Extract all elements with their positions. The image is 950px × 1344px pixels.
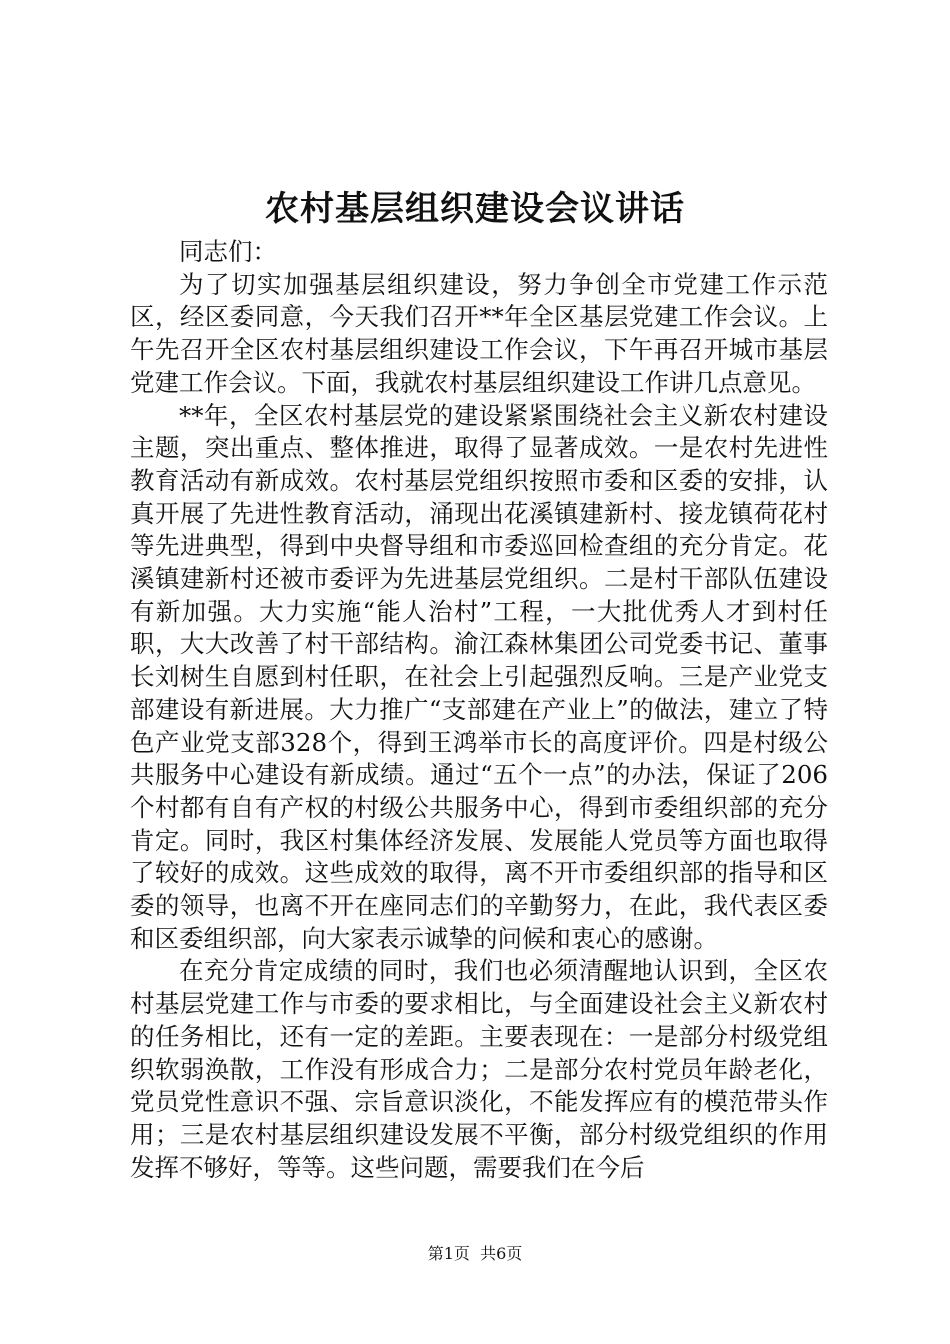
document-title: 农村基层组织建设会议讲话: [265, 189, 685, 229]
page-number: 第1页 共6页: [427, 1244, 523, 1263]
paragraph-1: 为了切实加强基层组织建设，努力争创全市党建工作示范区，经区委同意，今天我们召开**年全区基层党建工作会议。上午先召开全区农村基层组织建设工作会议，下午再召开城市基层党建工作会议。下面，我就农村基层组织建设工作讲几点意见。: [130, 269, 828, 397]
paragraph-2: **年，全区农村基层党的建设紧紧围绕社会主义新农村建设主题，突出重点、整体推进，取得了显著成效。一是农村先进性教育活动有新成效。农村基层党组织按照市委和区委的安排，认真开展了先进性教育活动，涌现出花溪镇建新村、接龙镇荷花村等先进典型，得到中央督导组和市委巡回检查组的充分肯定。花溪镇建新村还被市委评为先进基层党组织。二是村干部队伍建设有新加强。大力实施“能人治村”工程，一大批优秀人才到村任职，大大改善了村干部结构。渝江森林集团公司党委书记、董事长刘树生自愿到村任职，在社会上引起强烈反响。三是产业党支部建设有新进展。大力推广“支部建在产业上”的做法，建立了特色产业党支部328个，得到王鸿举市长的高度评价。四是村级公共服务中心建设有新成绩。通过“五个一点”的办法，保证了206个村都有自有产权的村级公共服务中心，得到市委组织部的充分肯定。同时，我区村集体经济发展、发展能人党员等方面也取得了较好的成效。这些成效的取得，离不开市委组织部的指导和区委的领导，也离不开在座同志们的辛勤努力，在此，我代表区委和区委组织部，向大家表示诚挚的问候和衷心的感谢。: [130, 400, 828, 953]
salutation: 同志们：: [179, 237, 277, 266]
page-footer: [0, 1242, 950, 1266]
paragraph-3: 在充分肯定成绩的同时，我们也必须清醒地认识到，全区农村基层党建工作与市委的要求相比，与全面建设社会主义新农村的任务相比，还有一定的差距。主要表现在：一是部分村级党组织软弱涣散，工作没有形成合力；二是部分农村党员年龄老化，党员党性意识不强、宗旨意识淡化，不能发挥应有的模范带头作用；三是农村基层组织建设发展不平衡，部分村级党组织的作用发挥不够好，等等。这些问题，需要我们在今后: [130, 956, 828, 1182]
document-body: [130, 236, 828, 1184]
